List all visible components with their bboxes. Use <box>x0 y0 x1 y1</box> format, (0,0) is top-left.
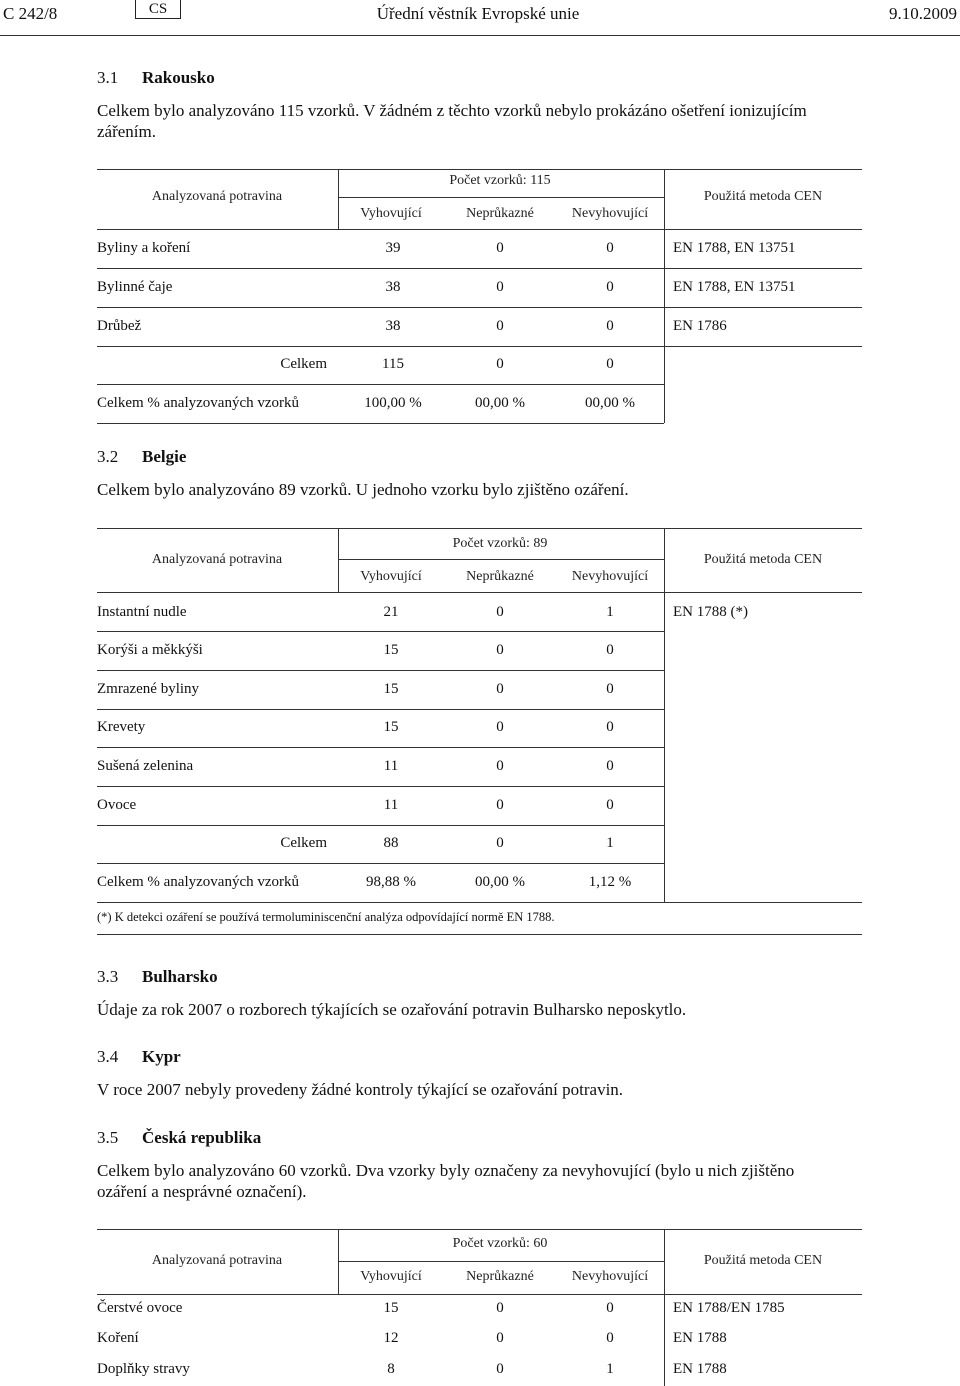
table-rule <box>97 169 862 170</box>
column-header-method: Použitá metoda CEN <box>703 552 823 567</box>
table-rule <box>664 169 665 423</box>
section-heading-czech-republic <box>97 1128 261 1148</box>
section-title: Kypr <box>142 1047 181 1066</box>
section-title: Bulharsko <box>142 967 218 986</box>
table-rule <box>97 902 862 903</box>
table-cell-method: EN 1786 <box>673 318 727 334</box>
table-cell-compliant: 38 <box>385 279 401 295</box>
section-heading-austria <box>97 68 215 88</box>
table-rule <box>97 825 664 826</box>
table-rule <box>97 528 862 529</box>
table-cell-inconclusive: 0 <box>496 604 504 620</box>
section-heading-belgium <box>97 447 186 467</box>
table-rule <box>97 1229 862 1230</box>
table-cell-compliant: 11 <box>383 797 399 813</box>
table-cell-food: Koření <box>97 1330 139 1346</box>
table-cell-noncompliant: 0 <box>606 797 614 813</box>
section-heading-cyprus <box>97 1047 181 1067</box>
table-cell-food: Krevety <box>97 719 146 735</box>
table-rule <box>97 786 664 787</box>
table-cell-food: Ovoce <box>97 797 137 813</box>
column-header-food: Analyzovaná potravina <box>151 1253 283 1268</box>
section-number: 3.5 <box>97 1128 119 1147</box>
table-rule <box>338 559 664 560</box>
section-title: Rakousko <box>142 68 215 87</box>
page-reference: C 242/8 <box>3 4 58 23</box>
table-cell-inconclusive: 0 <box>496 797 504 813</box>
paragraph-line: Údaje za rok 2007 o rozborech týkajících se ozařování potravin Bulharsko neposkytlo. <box>97 1000 687 1019</box>
percent-noncompliant: 00,00 % <box>585 395 635 411</box>
table-cell-noncompliant: 0 <box>606 1330 614 1346</box>
table-cell-food: Sušená zelenina <box>97 758 194 774</box>
table-cell-food: Doplňky stravy <box>97 1361 190 1377</box>
table-cell-inconclusive: 0 <box>496 1300 504 1316</box>
table-rule <box>97 934 862 935</box>
table-cell-noncompliant: 1 <box>606 1361 614 1377</box>
language-badge: CS <box>135 0 181 19</box>
paragraph-line: V roce 2007 nebyly provedeny žádné kontroly týkající se ozařování potravin. <box>97 1080 624 1099</box>
table-cell-method: EN 1788/EN 1785 <box>673 1300 785 1316</box>
total-noncompliant: 0 <box>606 356 614 372</box>
table-cell-method: EN 1788, EN 13751 <box>673 240 796 256</box>
table-rule <box>97 307 862 308</box>
table-cell-inconclusive: 0 <box>496 719 504 735</box>
table-footnote: (*) K detekci ozáření se používá termoluminiscenční analýza odpovídající normě EN 1788. <box>97 910 555 924</box>
percent-inconclusive: 00,00 % <box>475 874 525 890</box>
table-rule <box>97 268 862 269</box>
table-cell-inconclusive: 0 <box>496 1361 504 1377</box>
table-cell-compliant: 15 <box>383 681 399 697</box>
column-header-food: Analyzovaná potravina <box>151 189 283 204</box>
total-label: Celkem <box>280 835 327 851</box>
paragraph-line: Celkem bylo analyzováno 115 vzorků. V žádném z těchto vzorků nebylo prokázáno ošetření ionizujícím <box>97 101 807 120</box>
table-cell-noncompliant: 0 <box>606 318 614 334</box>
table-rule <box>338 1261 664 1262</box>
table-rule <box>664 1229 665 1386</box>
table-cell-inconclusive: 0 <box>496 240 504 256</box>
table-rule <box>97 423 664 424</box>
column-header-method: Použitá metoda CEN <box>703 1253 823 1268</box>
column-header-food: Analyzovaná potravina <box>151 552 283 567</box>
table-cell-food: Korýši a měkkýši <box>97 642 203 658</box>
section-title: Belgie <box>142 447 187 466</box>
table-cell-inconclusive: 0 <box>496 1330 504 1346</box>
table-rule <box>97 1294 862 1295</box>
table-cell-noncompliant: 0 <box>606 279 614 295</box>
table-cell-noncompliant: 0 <box>606 1300 614 1316</box>
header-rule <box>0 35 960 36</box>
table-rule <box>338 528 339 592</box>
table-cell-inconclusive: 0 <box>496 279 504 295</box>
total-label: Celkem <box>280 356 327 372</box>
table-cell-compliant: 15 <box>383 642 399 658</box>
table-rule <box>97 229 862 230</box>
table-cell-method: EN 1788 <box>673 1330 727 1346</box>
column-group-header: Počet vzorků: 115 <box>449 173 551 188</box>
table-rule <box>97 631 664 632</box>
table-cell-compliant: 11 <box>383 758 399 774</box>
percent-label: Celkem % analyzovaných vzorků <box>97 395 300 411</box>
table-cell-inconclusive: 0 <box>496 681 504 697</box>
table-cell-compliant: 8 <box>387 1361 395 1377</box>
table-cell-food: Čerstvé ovoce <box>97 1300 183 1316</box>
table-rule <box>97 384 664 385</box>
table-rule <box>97 863 664 864</box>
journal-title: Úřední věstník Evropské unie <box>376 4 580 23</box>
table-cell-food: Zmrazené byliny <box>97 681 200 697</box>
table-cell-inconclusive: 0 <box>496 318 504 334</box>
table-rule <box>97 670 664 671</box>
column-header-inconclusive: Neprůkazné <box>466 206 534 221</box>
section-number: 3.1 <box>97 68 119 87</box>
table-cell-noncompliant: 0 <box>606 240 614 256</box>
percent-label: Celkem % analyzovaných vzorků <box>97 874 300 890</box>
table-cell-noncompliant: 0 <box>606 719 614 735</box>
table-cell-method: EN 1788 <box>673 1361 727 1377</box>
table-rule <box>664 528 665 902</box>
column-header-noncompliant: Nevyhovující <box>571 1269 649 1284</box>
column-header-inconclusive: Neprůkazné <box>466 569 534 584</box>
table-cell-compliant: 12 <box>383 1330 399 1346</box>
section-number: 3.3 <box>97 967 119 986</box>
column-header-inconclusive: Neprůkazné <box>466 1269 534 1284</box>
table-rule <box>338 1229 339 1294</box>
paragraph-line: zářením. <box>97 122 156 141</box>
column-header-noncompliant: Nevyhovující <box>571 206 649 221</box>
column-group-header: Počet vzorků: 60 <box>452 1236 548 1251</box>
table-rule <box>338 169 339 229</box>
table-cell-food: Bylinné čaje <box>97 279 173 295</box>
column-header-noncompliant: Nevyhovující <box>571 569 649 584</box>
table-rule <box>97 747 664 748</box>
section-number: 3.4 <box>97 1047 119 1066</box>
table-cell-inconclusive: 0 <box>496 758 504 774</box>
total-compliant: 88 <box>383 835 399 851</box>
total-inconclusive: 0 <box>496 835 504 851</box>
column-group-header: Počet vzorků: 89 <box>452 536 548 551</box>
total-noncompliant: 1 <box>606 835 614 851</box>
table-cell-compliant: 38 <box>385 318 401 334</box>
table-cell-noncompliant: 0 <box>606 681 614 697</box>
percent-noncompliant: 1,12 % <box>588 874 632 890</box>
section-title: Česká republika <box>142 1128 262 1147</box>
table-cell-food: Drůbež <box>97 318 142 334</box>
column-header-method: Použitá metoda CEN <box>703 189 823 204</box>
table-cell-compliant: 15 <box>383 1300 399 1316</box>
table-cell-compliant: 21 <box>383 604 399 620</box>
publication-date: 9.10.2009 <box>889 4 957 23</box>
table-rule <box>97 592 862 593</box>
table-cell-inconclusive: 0 <box>496 642 504 658</box>
table-rule <box>97 709 664 710</box>
paragraph-line: Celkem bylo analyzováno 89 vzorků. U jednoho vzorku bylo zjištěno ozáření. <box>97 480 629 499</box>
percent-compliant: 98,88 % <box>366 874 416 890</box>
table-cell-method: EN 1788 (*) <box>673 604 748 620</box>
table-cell-compliant: 39 <box>385 240 401 256</box>
paragraph-line: ozáření a nesprávné označení). <box>97 1182 307 1201</box>
column-header-compliant: Vyhovující <box>360 206 422 221</box>
table-cell-compliant: 15 <box>383 719 399 735</box>
table-cell-noncompliant: 0 <box>606 758 614 774</box>
column-header-compliant: Vyhovující <box>360 1269 422 1284</box>
table-cell-noncompliant: 1 <box>606 604 614 620</box>
paragraph-line: Celkem bylo analyzováno 60 vzorků. Dva vzorky byly označeny za nevyhovující (bylo u nich zjištěno <box>97 1161 795 1180</box>
table-rule <box>338 197 664 198</box>
column-header-compliant: Vyhovující <box>360 569 422 584</box>
percent-inconclusive: 00,00 % <box>475 395 525 411</box>
percent-compliant: 100,00 % <box>364 395 422 411</box>
total-compliant: 115 <box>382 356 404 372</box>
section-heading-bulgaria <box>97 967 218 987</box>
table-rule <box>97 346 862 347</box>
table-cell-food: Byliny a koření <box>97 240 191 256</box>
section-number: 3.2 <box>97 447 119 466</box>
table-cell-noncompliant: 0 <box>606 642 614 658</box>
table-cell-method: EN 1788, EN 13751 <box>673 279 796 295</box>
total-inconclusive: 0 <box>496 356 504 372</box>
table-cell-food: Instantní nudle <box>97 604 187 620</box>
